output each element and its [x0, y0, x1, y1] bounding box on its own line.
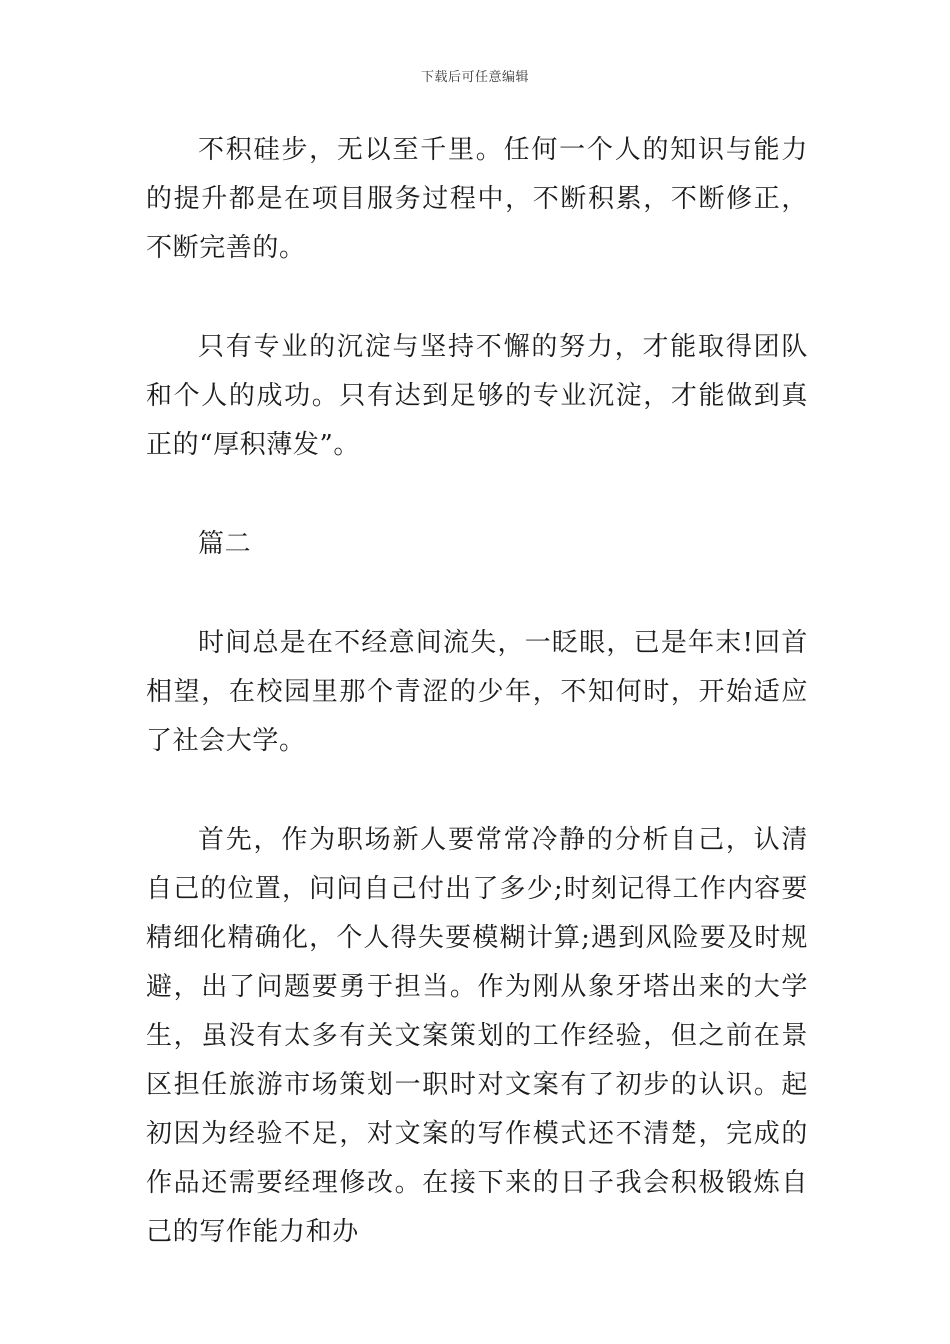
- paragraph-accumulation: 不积硅步，无以至千里。任何一个人的知识与能力的提升都是在项目服务过程中，不断积累，不断修正，不断完善的。: [146, 135, 808, 263]
- paragraph-professional-growth: 只有专业的沉淀与坚持不懈的努力，才能取得团队和个人的成功。只有达到足够的专业沉淀，才能做到真正的“厚积薄发”。: [146, 332, 808, 460]
- paragraph-workplace-reflection: 首先，作为职场新人要常常冷静的分析自己，认清自己的位置，问问自己付出了多少;时刻记得工作内容要精细化精确化，个人得失要模糊计算;遇到风险要及时规避，出了问题要勇于担当。作为刚从象牙塔出来的大学生，虽没有太多有关文案策划的工作经验，但之前在景区担任旅游市场策划一职时对文案有了初步的认识。起初因为经验不足，对文案的写作模式还不清楚，完成的作品还需要经理修改。在接下来的日子我会积极锻炼自己的写作能力和办: [146, 825, 808, 1247]
- document-body: [146, 126, 808, 1257]
- page-header: 下载后可任意编辑: [420, 70, 529, 85]
- section-heading-part-two: 篇二: [198, 529, 252, 559]
- paragraph-time-passing: 时间总是在不经意间流失，一眨眼，已是年末!回首相望，在校园里那个青涩的少年，不知何时，开始适应了社会大学。: [146, 628, 808, 756]
